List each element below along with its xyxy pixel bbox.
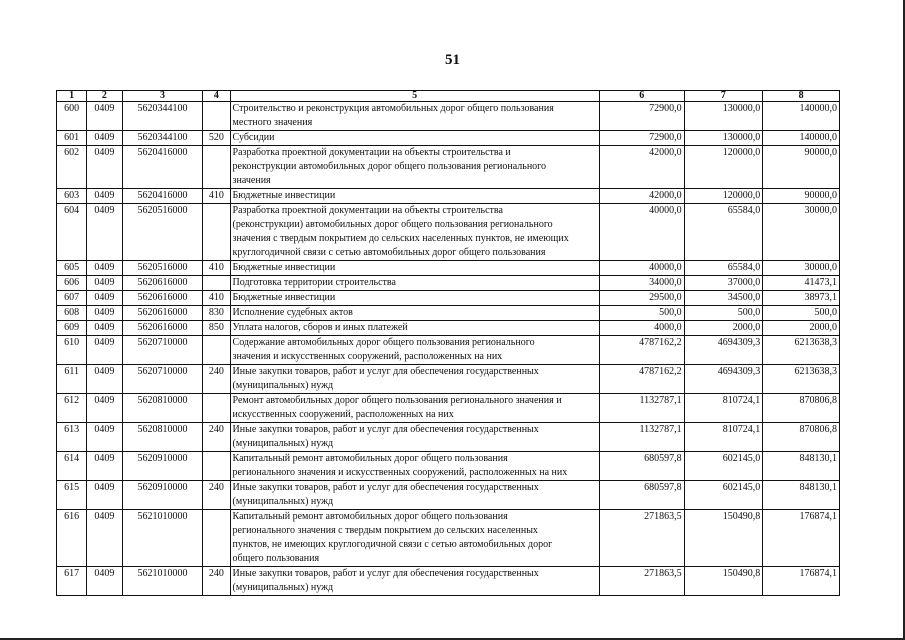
amount-col8-cell: 500,0 (763, 306, 840, 321)
description-cell: Подготовка территории строительства (230, 276, 599, 291)
amount-col8-cell: 30000,0 (763, 261, 840, 276)
expense-type-cell (203, 146, 230, 189)
amount-col7-cell: 65584,0 (684, 261, 763, 276)
page-number: 51 (445, 52, 460, 68)
amount-col7-cell: 810724,1 (684, 423, 763, 452)
section-code-cell: 0409 (87, 481, 122, 510)
amount-col6-cell: 500,0 (599, 306, 684, 321)
amount-col7-cell: 34500,0 (684, 291, 763, 306)
amount-col7-cell: 2000,0 (684, 321, 763, 336)
target-article-cell: 5620344100 (122, 102, 203, 131)
amount-col8-cell: 38973,1 (763, 291, 840, 306)
amount-col7-cell: 120000,0 (684, 189, 763, 204)
amount-col8-cell: 176874,1 (763, 510, 840, 567)
amount-col7-cell: 500,0 (684, 306, 763, 321)
description-cell: Капитальный ремонт автомобильных дорог общего пользования регионального значения с твердым покрытием до сельских населенных пунктов, не имеющих круглогодичной связи с сетью автомобильных дорог общего пользования (230, 510, 599, 567)
amount-col8-cell: 870806,8 (763, 423, 840, 452)
target-article-cell: 5620616000 (122, 321, 203, 336)
expense-type-cell (203, 452, 230, 481)
target-article-cell: 5620710000 (122, 336, 203, 365)
table-row (57, 276, 840, 291)
row-number-cell: 608 (57, 306, 87, 321)
amount-col6-cell: 42000,0 (599, 146, 684, 189)
section-code-cell: 0409 (87, 336, 122, 365)
amount-col8-cell: 2000,0 (763, 321, 840, 336)
target-article-cell: 5620616000 (122, 291, 203, 306)
table-row (57, 321, 840, 336)
amount-col7-cell: 602145,0 (684, 452, 763, 481)
expense-type-cell: 240 (203, 423, 230, 452)
header-cell: 7 (684, 91, 763, 102)
description-cell: Иные закупки товаров, работ и услуг для обеспечения государственных (муниципальных) нужд (230, 423, 599, 452)
amount-col7-cell: 37000,0 (684, 276, 763, 291)
section-code-cell: 0409 (87, 189, 122, 204)
description-cell: Бюджетные инвестиции (230, 189, 599, 204)
table-row (57, 146, 840, 189)
row-number-cell: 612 (57, 394, 87, 423)
description-cell: Субсидии (230, 131, 599, 146)
expense-type-cell: 830 (203, 306, 230, 321)
row-number-cell: 617 (57, 567, 87, 596)
expense-type-cell (203, 204, 230, 261)
table-row (57, 291, 840, 306)
amount-col7-cell: 150490,8 (684, 567, 763, 596)
expense-type-cell: 410 (203, 189, 230, 204)
amount-col7-cell: 130000,0 (684, 131, 763, 146)
expense-type-cell (203, 394, 230, 423)
amount-col6-cell: 680597,8 (599, 452, 684, 481)
target-article-cell: 5620516000 (122, 261, 203, 276)
expense-type-cell: 520 (203, 131, 230, 146)
amount-col8-cell: 6213638,3 (763, 365, 840, 394)
expense-type-cell: 850 (203, 321, 230, 336)
row-number-cell: 611 (57, 365, 87, 394)
section-code-cell: 0409 (87, 510, 122, 567)
header-cell: 6 (599, 91, 684, 102)
target-article-cell: 5620616000 (122, 306, 203, 321)
row-number-cell: 600 (57, 102, 87, 131)
target-article-cell: 5620516000 (122, 204, 203, 261)
amount-col8-cell: 140000,0 (763, 131, 840, 146)
description-cell: Разработка проектной документации на объекты строительства и реконструкции автомобильных дорог общего пользования регионального значения (230, 146, 599, 189)
section-code-cell: 0409 (87, 204, 122, 261)
table-row (57, 261, 840, 276)
amount-col8-cell: 140000,0 (763, 102, 840, 131)
row-number-cell: 610 (57, 336, 87, 365)
table-row (57, 131, 840, 146)
row-number-cell: 616 (57, 510, 87, 567)
section-code-cell: 0409 (87, 276, 122, 291)
target-article-cell: 5621010000 (122, 510, 203, 567)
description-cell: Иные закупки товаров, работ и услуг для обеспечения государственных (муниципальных) нужд (230, 365, 599, 394)
row-number-cell: 607 (57, 291, 87, 306)
amount-col7-cell: 120000,0 (684, 146, 763, 189)
header-cell: 3 (122, 91, 203, 102)
amount-col6-cell: 1132787,1 (599, 423, 684, 452)
amount-col7-cell: 65584,0 (684, 204, 763, 261)
table-row (57, 481, 840, 510)
amount-col7-cell: 602145,0 (684, 481, 763, 510)
header-cell: 5 (230, 91, 599, 102)
row-number-cell: 602 (57, 146, 87, 189)
amount-col6-cell: 42000,0 (599, 189, 684, 204)
table-row (57, 189, 840, 204)
section-code-cell: 0409 (87, 321, 122, 336)
amount-col6-cell: 29500,0 (599, 291, 684, 306)
amount-col6-cell: 4787162,2 (599, 336, 684, 365)
section-code-cell: 0409 (87, 146, 122, 189)
target-article-cell: 5620344100 (122, 131, 203, 146)
description-cell: Иные закупки товаров, работ и услуг для обеспечения государственных (муниципальных) нужд (230, 481, 599, 510)
expense-type-cell: 240 (203, 481, 230, 510)
expense-type-cell (203, 102, 230, 131)
amount-col6-cell: 271863,5 (599, 510, 684, 567)
row-number-cell: 614 (57, 452, 87, 481)
table-row (57, 567, 840, 596)
table-row (57, 394, 840, 423)
amount-col8-cell: 870806,8 (763, 394, 840, 423)
target-article-cell: 5620416000 (122, 146, 203, 189)
expense-type-cell: 410 (203, 261, 230, 276)
amount-col6-cell: 72900,0 (599, 102, 684, 131)
row-number-cell: 613 (57, 423, 87, 452)
table-row (57, 365, 840, 394)
expense-type-cell (203, 336, 230, 365)
description-cell: Содержание автомобильных дорог общего пользования регионального значения и искусственных сооружений, расположенных на них (230, 336, 599, 365)
amount-col7-cell: 150490,8 (684, 510, 763, 567)
amount-col8-cell: 41473,1 (763, 276, 840, 291)
amount-col7-cell: 4694309,3 (684, 365, 763, 394)
expense-type-cell: 240 (203, 365, 230, 394)
row-number-cell: 615 (57, 481, 87, 510)
amount-col6-cell: 1132787,1 (599, 394, 684, 423)
table-body (57, 102, 840, 596)
amount-col7-cell: 4694309,3 (684, 336, 763, 365)
target-article-cell: 5620910000 (122, 481, 203, 510)
header-cell: 2 (87, 91, 122, 102)
section-code-cell: 0409 (87, 423, 122, 452)
section-code-cell: 0409 (87, 102, 122, 131)
expense-type-cell: 240 (203, 567, 230, 596)
amount-col6-cell: 4000,0 (599, 321, 684, 336)
amount-col6-cell: 680597,8 (599, 481, 684, 510)
section-code-cell: 0409 (87, 291, 122, 306)
amount-col6-cell: 4787162,2 (599, 365, 684, 394)
amount-col8-cell: 90000,0 (763, 146, 840, 189)
section-code-cell: 0409 (87, 261, 122, 276)
table-row (57, 102, 840, 131)
amount-col6-cell: 34000,0 (599, 276, 684, 291)
row-number-cell: 605 (57, 261, 87, 276)
section-code-cell: 0409 (87, 306, 122, 321)
header-cell: 8 (763, 91, 840, 102)
amount-col8-cell: 6213638,3 (763, 336, 840, 365)
row-number-cell: 609 (57, 321, 87, 336)
description-cell: Уплата налогов, сборов и иных платежей (230, 321, 599, 336)
section-code-cell: 0409 (87, 452, 122, 481)
header-cell: 1 (57, 91, 87, 102)
header-cell: 4 (203, 91, 230, 102)
row-number-cell: 603 (57, 189, 87, 204)
amount-col8-cell: 848130,1 (763, 481, 840, 510)
amount-col8-cell: 848130,1 (763, 452, 840, 481)
target-article-cell: 5620810000 (122, 394, 203, 423)
amount-col6-cell: 72900,0 (599, 131, 684, 146)
amount-col8-cell: 90000,0 (763, 189, 840, 204)
description-cell: Исполнение судебных актов (230, 306, 599, 321)
amount-col7-cell: 810724,1 (684, 394, 763, 423)
target-article-cell: 5620910000 (122, 452, 203, 481)
section-code-cell: 0409 (87, 394, 122, 423)
row-number-cell: 604 (57, 204, 87, 261)
description-cell: Разработка проектной документации на объекты строительства (реконструкции) автомобильных дорог общего пользования регионального значения с твердым покрытием до сельских населенных пунктов, не имеющих круглогодичной связи с сетью автомобильных дорог общего пользования (230, 204, 599, 261)
budget-table (56, 90, 840, 596)
target-article-cell: 5620616000 (122, 276, 203, 291)
description-cell: Бюджетные инвестиции (230, 261, 599, 276)
target-article-cell: 5620810000 (122, 423, 203, 452)
section-code-cell: 0409 (87, 131, 122, 146)
expense-type-cell (203, 276, 230, 291)
row-number-cell: 606 (57, 276, 87, 291)
table-row (57, 510, 840, 567)
table-row (57, 452, 840, 481)
amount-col7-cell: 130000,0 (684, 102, 763, 131)
table-row (57, 306, 840, 321)
table-header-row (57, 91, 840, 102)
description-cell: Иные закупки товаров, работ и услуг для обеспечения государственных (муниципальных) нужд (230, 567, 599, 596)
description-cell: Бюджетные инвестиции (230, 291, 599, 306)
target-article-cell: 5620710000 (122, 365, 203, 394)
description-cell: Строительство и реконструкция автомобильных дорог общего пользования местного значения (230, 102, 599, 131)
row-number-cell: 601 (57, 131, 87, 146)
expense-type-cell (203, 510, 230, 567)
description-cell: Капитальный ремонт автомобильных дорог общего пользования регионального значения и искусственных сооружений, расположенных на них (230, 452, 599, 481)
amount-col6-cell: 271863,5 (599, 567, 684, 596)
section-code-cell: 0409 (87, 567, 122, 596)
amount-col6-cell: 40000,0 (599, 204, 684, 261)
expense-type-cell: 410 (203, 291, 230, 306)
table-row (57, 336, 840, 365)
target-article-cell: 5621010000 (122, 567, 203, 596)
amount-col8-cell: 176874,1 (763, 567, 840, 596)
section-code-cell: 0409 (87, 365, 122, 394)
target-article-cell: 5620416000 (122, 189, 203, 204)
amount-col6-cell: 40000,0 (599, 261, 684, 276)
description-cell: Ремонт автомобильных дорог общего пользования регионального значения и искусственных сооружений, расположенных на них (230, 394, 599, 423)
table-row (57, 423, 840, 452)
table-row (57, 204, 840, 261)
amount-col8-cell: 30000,0 (763, 204, 840, 261)
